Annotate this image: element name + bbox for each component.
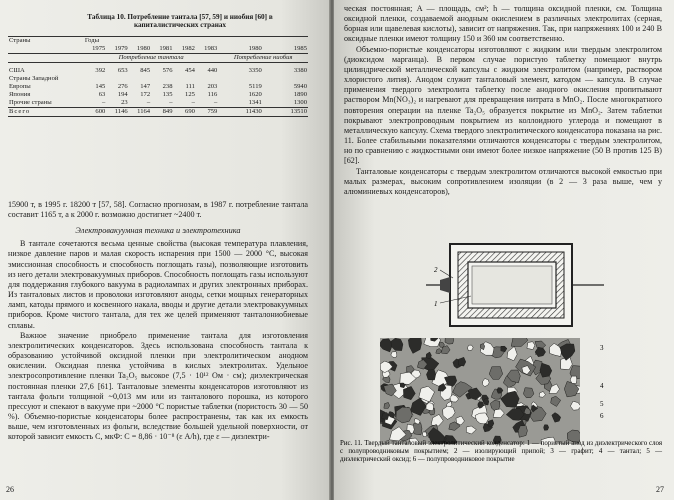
subheader-tantalum: Потребление тантала [118,54,184,61]
legend-label-4: 4 [600,382,604,390]
table-cell: 759 [207,108,218,115]
table-row [8,91,308,99]
table-row [8,83,308,91]
intro-paragraph: 15900 т, в 1995 г. 18200 т [57, 58]. Согласно прогнозам, в 1987 г. потребление тантала составит 1165 т, а к 2000 г. возможно достигнет ~2400 т. [8,200,308,220]
table-row [8,75,308,83]
table-cell: – [146,99,151,106]
year-cell: 1975 [92,45,106,52]
year-cell: 1985 [293,45,307,52]
table-cell: 63 [98,91,106,98]
table-cell: 23 [121,99,128,106]
paragraph: Важное значение приобрело применение тантала для изготовления электролитических конденсаторов. Здесь использована способность тантала к образованию устойчивой оксидной пленки при электролитическом анодном окислении. Оксидная пленка устойчива в кислых электролитах. Удельное электросопротивление пленки Ta₂O₅ высокое (7,5 · 10¹² Ом · см); диэлектрическая постоянная пленки 27,6 [61]. Танталовые элементы конденсаторов изготовляют из тантала фольги толщиной ~0,013 мм или из танталового порошка, из которого прессуют и спекают в вакууме при ~2000 °С пористые таблетки (пористость 30 — 50 %). Объемно-пористые конденсаторы более распространены, так как их емкость выше, чем изготовленных из фольги, вследствие большей удельной поверхности, от которой зависит емкость C, мкФ: C = 8,86 · 10⁻⁸ (ε A/h), где ε — диэлектри- [8,330,308,442]
table-cell: 3380 [293,67,307,74]
table-cell: 13510 [290,108,307,115]
legend-label-6: 6 [600,412,604,420]
table-cell: 194 [117,91,128,98]
table-cell: 1164 [137,108,151,115]
table-cell: – [169,99,173,106]
table-cell: 1620 [248,91,262,98]
table-row-total [8,108,308,117]
table-cell: 1146 [114,108,128,115]
capacitor-diagram [426,236,604,332]
figure-label-2: 2 [434,266,438,274]
table-cell: 576 [162,67,173,74]
table-cell: 849 [162,108,173,115]
year-cell: 1980 [248,45,262,52]
paragraph: Объемно-пористые конденсаторы изготовляют с жидким или твердым электролитом (диоксидом марганца). В первом случае пористую таблетку помещают внутрь цилиндрической металлической капсулы с жидким электролитом (например, раствором хлористого лития). Анодом служит танталовый элемент, катодом — капсула. В случае применения твердого электролита таблетку после анодного окисления пропитывают раствором Mn(NO₃)₂ и нагревают для превращения нитрата в MnO₂. После многократного повторения операции на пленке Ta₂O₅ образуется покрытие из MnO₂. Затем таблетки покрывают электропроводным покрытием из коллоидного углерода и помещают в металлическую капсулу. Схема твердого электролитического конденсатора показана на рис. 11. Более стабильными показателями отличаются конденсаторы с твердым электролитом, но по сравнению с жидкостными они имеют более низкое напряжение (50 В против 125 В) [62]. [344,44,662,166]
figure-label-1: 1 [434,300,438,308]
table-cell: 172 [140,91,151,98]
table-cell: 5119 [248,83,262,90]
row-country: Всего [9,108,31,115]
figure-legend [600,340,660,424]
row-country: Страны Западной [9,75,59,82]
table-cell: 147 [140,83,151,90]
table-cell: 454 [185,67,195,74]
section-heading: Электровакуумная техника и электротехника [75,226,241,236]
anode-core [472,266,552,304]
table-cell: 1890 [293,91,307,98]
table-header-country: Страны [9,37,31,44]
year-cell: 1979 [114,45,128,52]
table-cell: 116 [207,91,218,98]
paragraph: Танталовые конденсаторы с твердым электролитом отличаются высокой емкостью при малых размерах, высоким сопротивлением изоляции (в 2 — 3 раза выше, чем у алюминиевых конденсаторов), [344,166,662,196]
table-cell: 600 [95,108,106,115]
table-cell: – [102,99,106,106]
table-cell: 11430 [245,108,262,115]
left-body-text [8,200,308,442]
year-cell: 1983 [204,45,218,52]
figure-caption: Рис. 11. Твердый танталовый электролитический конденсатор: 1 — пористый анод из диэлектрического слоя с полупроводниковым покрытием; 2 — изолирующий припой; 3 — графит; 4 — тантал; 5 — диэлектрический оксид; 6 — полупроводниковое покрытие [340,440,662,464]
grain [423,432,427,437]
legend-label-3: 3 [600,344,604,352]
insulating-solder [440,277,450,293]
left-page [0,0,330,500]
table-cell: 125 [185,91,195,98]
table-cell: 392 [95,67,106,74]
table-caption: Таблица 10. Потребление тантала [57, 59] и ниобия [60] в капиталистических странах [87,13,273,30]
table-cell: 690 [185,108,195,115]
table-cell: 203 [207,83,218,90]
row-country: Европы [9,83,31,90]
table-cell: 276 [117,83,128,90]
table-cell: 440 [207,67,218,74]
grain [544,425,549,431]
consumption-table [8,36,308,117]
page-number: 26 [6,485,14,494]
row-country: Япония [9,91,31,98]
subheader-niobium: Потребление ниобия [233,54,293,61]
table-header-years: Годы [84,37,100,44]
row-country: США [9,67,25,74]
page-number: 27 [656,485,664,494]
year-cell: 1980 [136,45,151,52]
table-cell: – [191,99,195,106]
row-country: Прочие страны [9,99,52,106]
table-row [8,99,308,108]
table-cell: 653 [117,67,128,74]
paragraph: ческая постоянная; A — площадь, см²; h — толщина оксидной пленки, см. Толщина оксидной пленки, создаваемой анодным окислением в различных электролитах (серная, борная или щавелевая кислоты), зависит от напряжения. Так, при напряжениях 100 и 240 В оксидные пленки имеют толщину 150 и 360 нм соответственно. [344,4,662,44]
table-cell: 5940 [293,83,307,90]
right-body-text [344,4,662,197]
legend-label-5: 5 [600,400,604,408]
grain [518,426,527,438]
microstructure-diagram [380,338,580,444]
table-cell: – [214,99,218,106]
table-cell: 135 [162,91,173,98]
table-cell: 845 [140,67,151,74]
table-row [8,67,308,75]
table-cell: 111 [185,83,195,90]
table-cell: 145 [95,83,106,90]
year-cell: 1981 [159,45,173,52]
year-cell: 1982 [181,45,195,52]
table-cell: 238 [162,83,173,90]
table-cell: 1341 [248,99,262,106]
grain [382,413,389,420]
table-cell: 3350 [248,67,262,74]
paragraph: В тантале сочетаются весьма ценные свойства (высокая температура плавления, низкое давление паров и малая скорость испарения при 1500 — 2000 °С, высокая эмиссионная способность и способность поглощать газы), позволяющие изготовить из него детали электровакуумных приборов. Способность поглощать газы используют для поддержания глубокого вакуума в радиолампах и других электронных приборах. Из танталовых листов и проволоки изготовляют аноды, сетки мощных генераторных ламп, катоды прямого и косвенного накала, вводы и другие детали электровакуумных приборов. Кроме чистого тантала, для тех же целей применяют танталониобиевые сплавы. [8,239,308,330]
table-cell: 1300 [293,99,307,106]
